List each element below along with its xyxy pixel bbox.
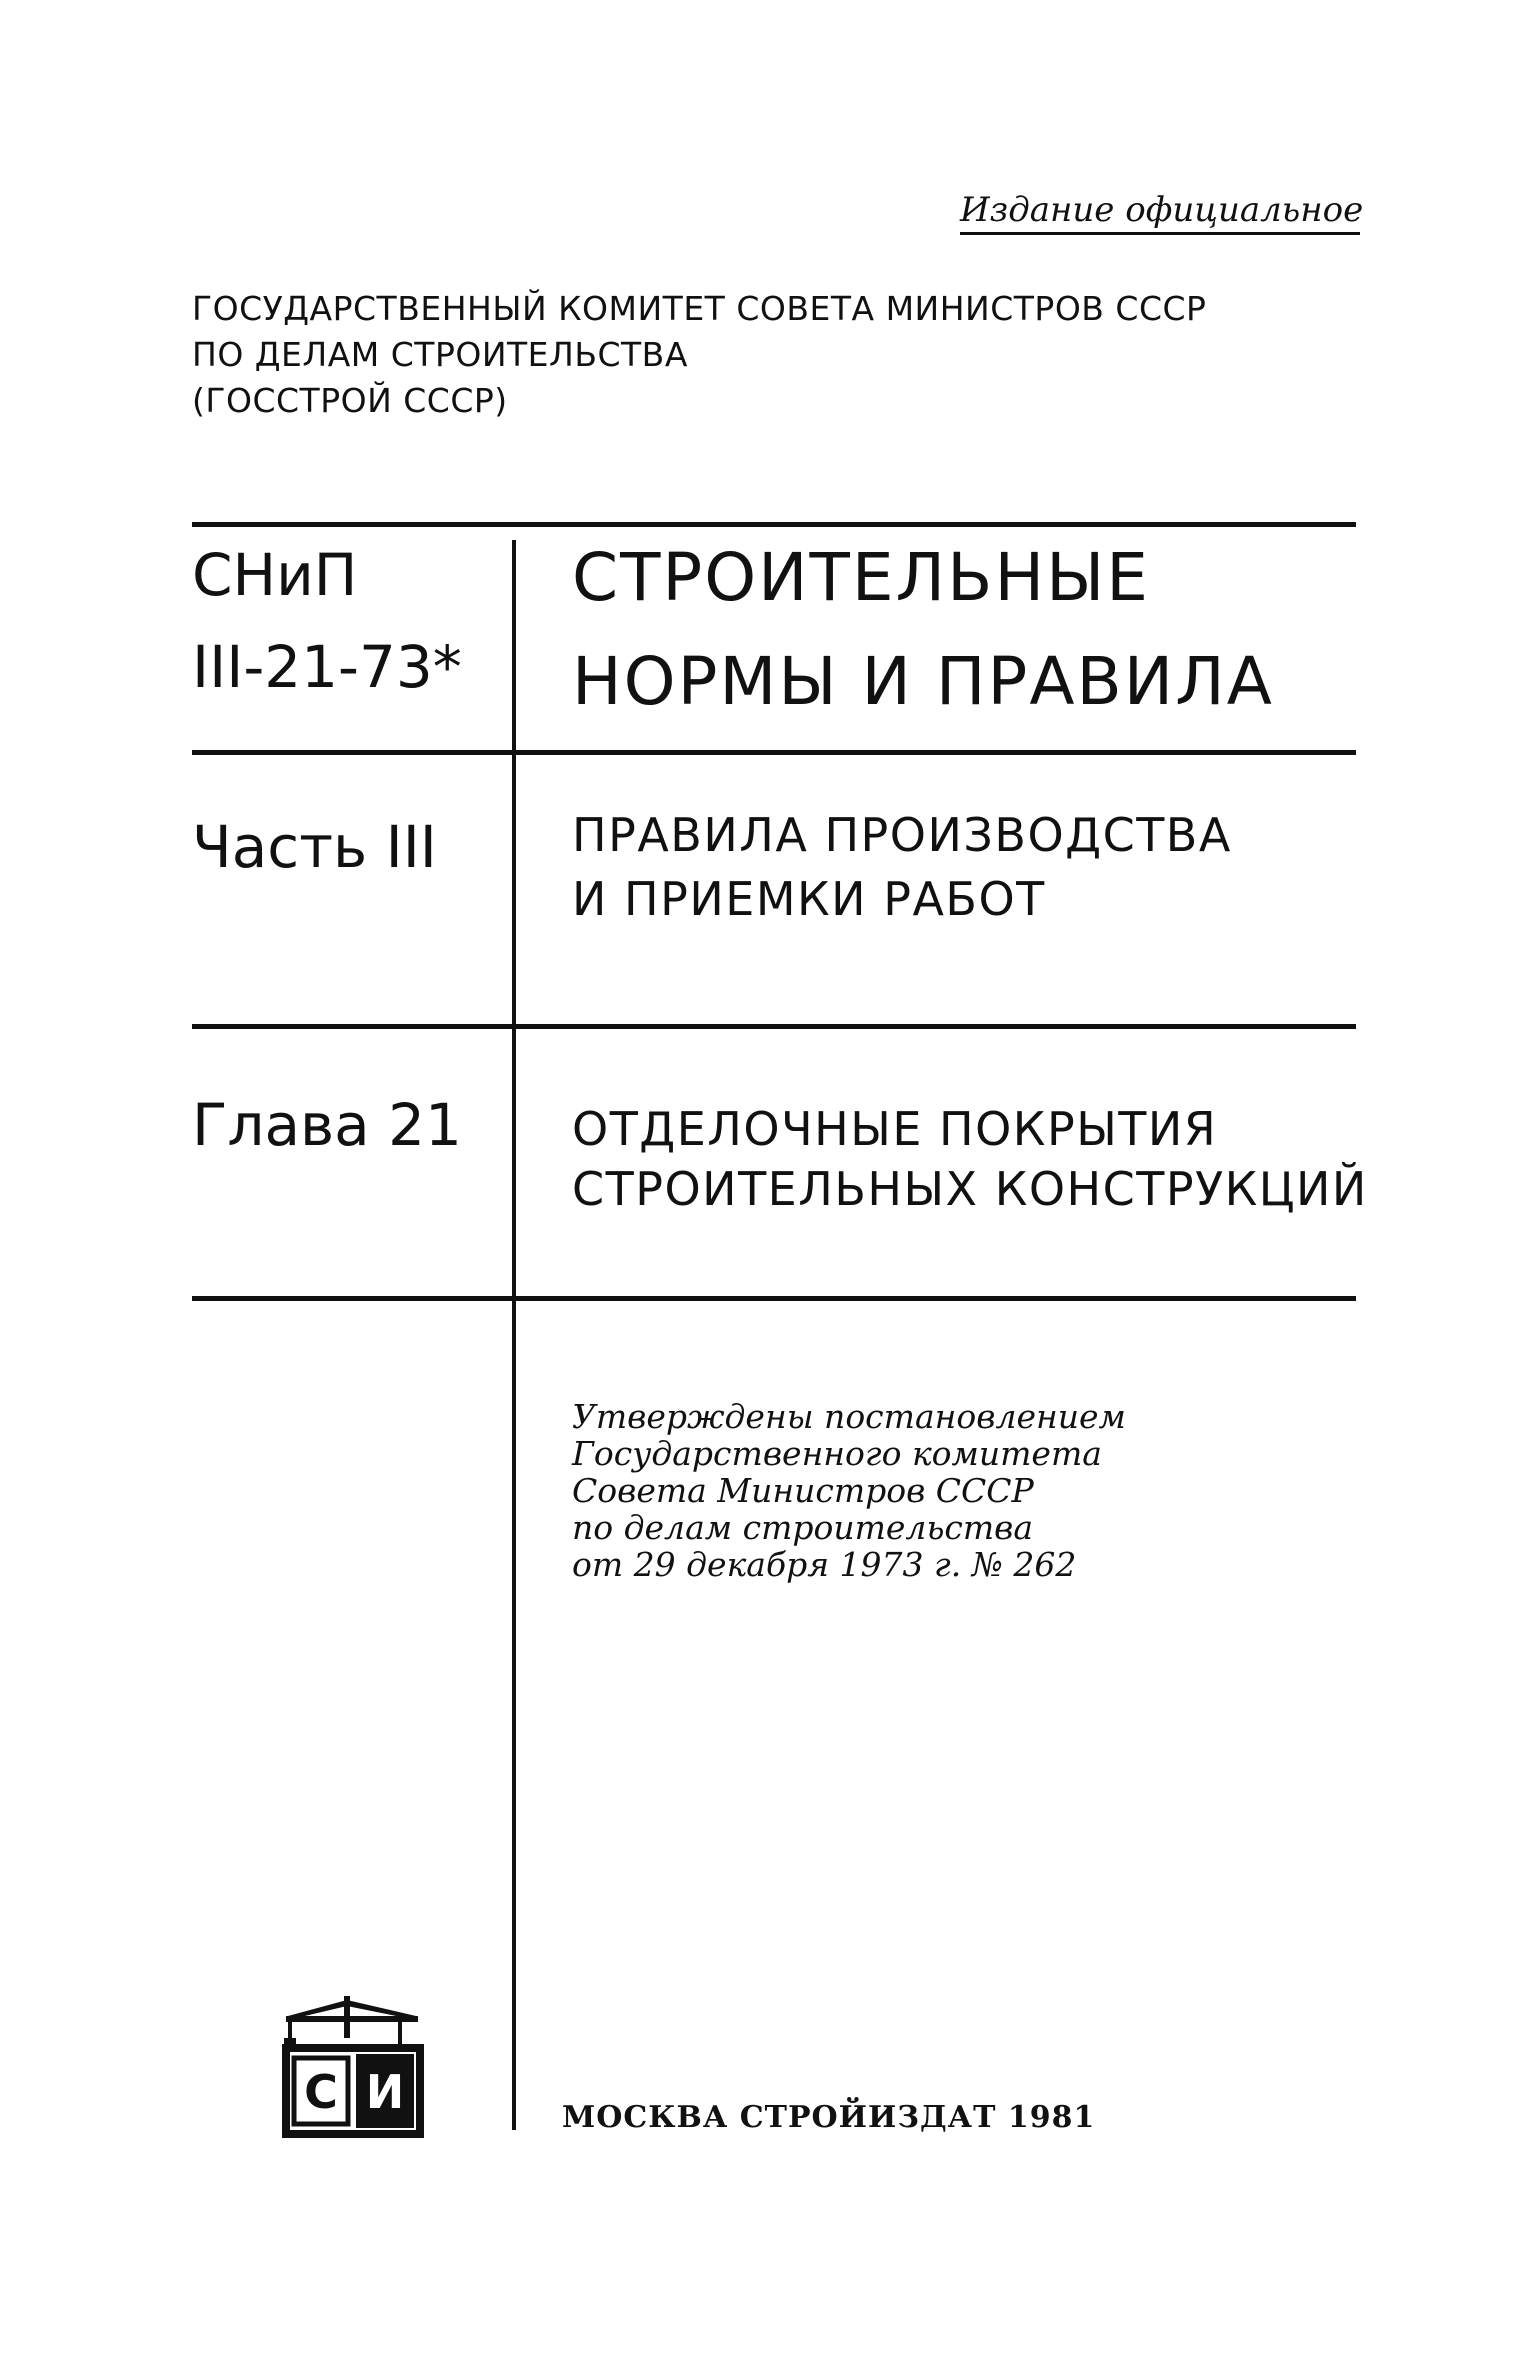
rule-after-chapter xyxy=(192,1296,1356,1301)
approval-note xyxy=(572,1398,1272,1583)
committee-line-2: ПО ДЕЛАМ СТРОИТЕЛЬСТВА xyxy=(192,335,688,374)
part-title-line-1: ПРАВИЛА ПРОИЗВОДСТВА xyxy=(572,808,1232,862)
approval-line-2: Государственного комитета xyxy=(572,1434,1102,1473)
logo-letter-2: И xyxy=(365,2065,405,2119)
rule-after-part xyxy=(192,1024,1356,1029)
edition-label: Издание официальное xyxy=(960,190,1364,230)
committee-line-1: ГОСУДАРСТВЕННЫЙ КОМИТЕТ СОВЕТА МИНИСТРОВ СССР xyxy=(192,289,1207,328)
approval-line-3: Совета Министров СССР xyxy=(572,1471,1034,1510)
approval-line-4: по делам строительства xyxy=(572,1508,1034,1547)
column-divider xyxy=(512,540,516,2130)
rule-after-snip xyxy=(192,750,1356,755)
approval-line-5: от 29 декабря 1973 г. № 262 xyxy=(572,1545,1077,1584)
part-title-line-2: И ПРИЕМКИ РАБОТ xyxy=(572,872,1046,926)
snip-code-line-1: СНиП xyxy=(192,541,358,609)
chapter-title-line-1: ОТДЕЛОЧНЫЕ ПОКРЫТИЯ xyxy=(572,1102,1218,1156)
approval-line-1: Утверждены постановлением xyxy=(572,1397,1126,1436)
committee-header xyxy=(192,286,1312,424)
publisher-logo xyxy=(278,1990,428,2140)
committee-line-3: (ГОССТРОЙ СССР) xyxy=(192,381,508,420)
snip-title-line-1: СТРОИТЕЛЬНЫЕ xyxy=(572,539,1151,616)
snip-title-line-2: НОРМЫ И ПРАВИЛА xyxy=(572,643,1274,720)
edition-underline xyxy=(960,232,1360,235)
part-label: Часть III xyxy=(192,813,437,881)
chapter-title-line-2: СТРОИТЕЛЬНЫХ КОНСТРУКЦИЙ xyxy=(572,1162,1368,1216)
chapter-label: Глава 21 xyxy=(192,1091,462,1159)
snip-code-line-2: III-21-73* xyxy=(192,633,462,701)
crane-building-logo-icon xyxy=(278,1990,428,2140)
publisher-footer: МОСКВА СТРОЙИЗДАТ 1981 xyxy=(562,2100,1096,2135)
logo-letter-1: С xyxy=(304,2065,338,2119)
